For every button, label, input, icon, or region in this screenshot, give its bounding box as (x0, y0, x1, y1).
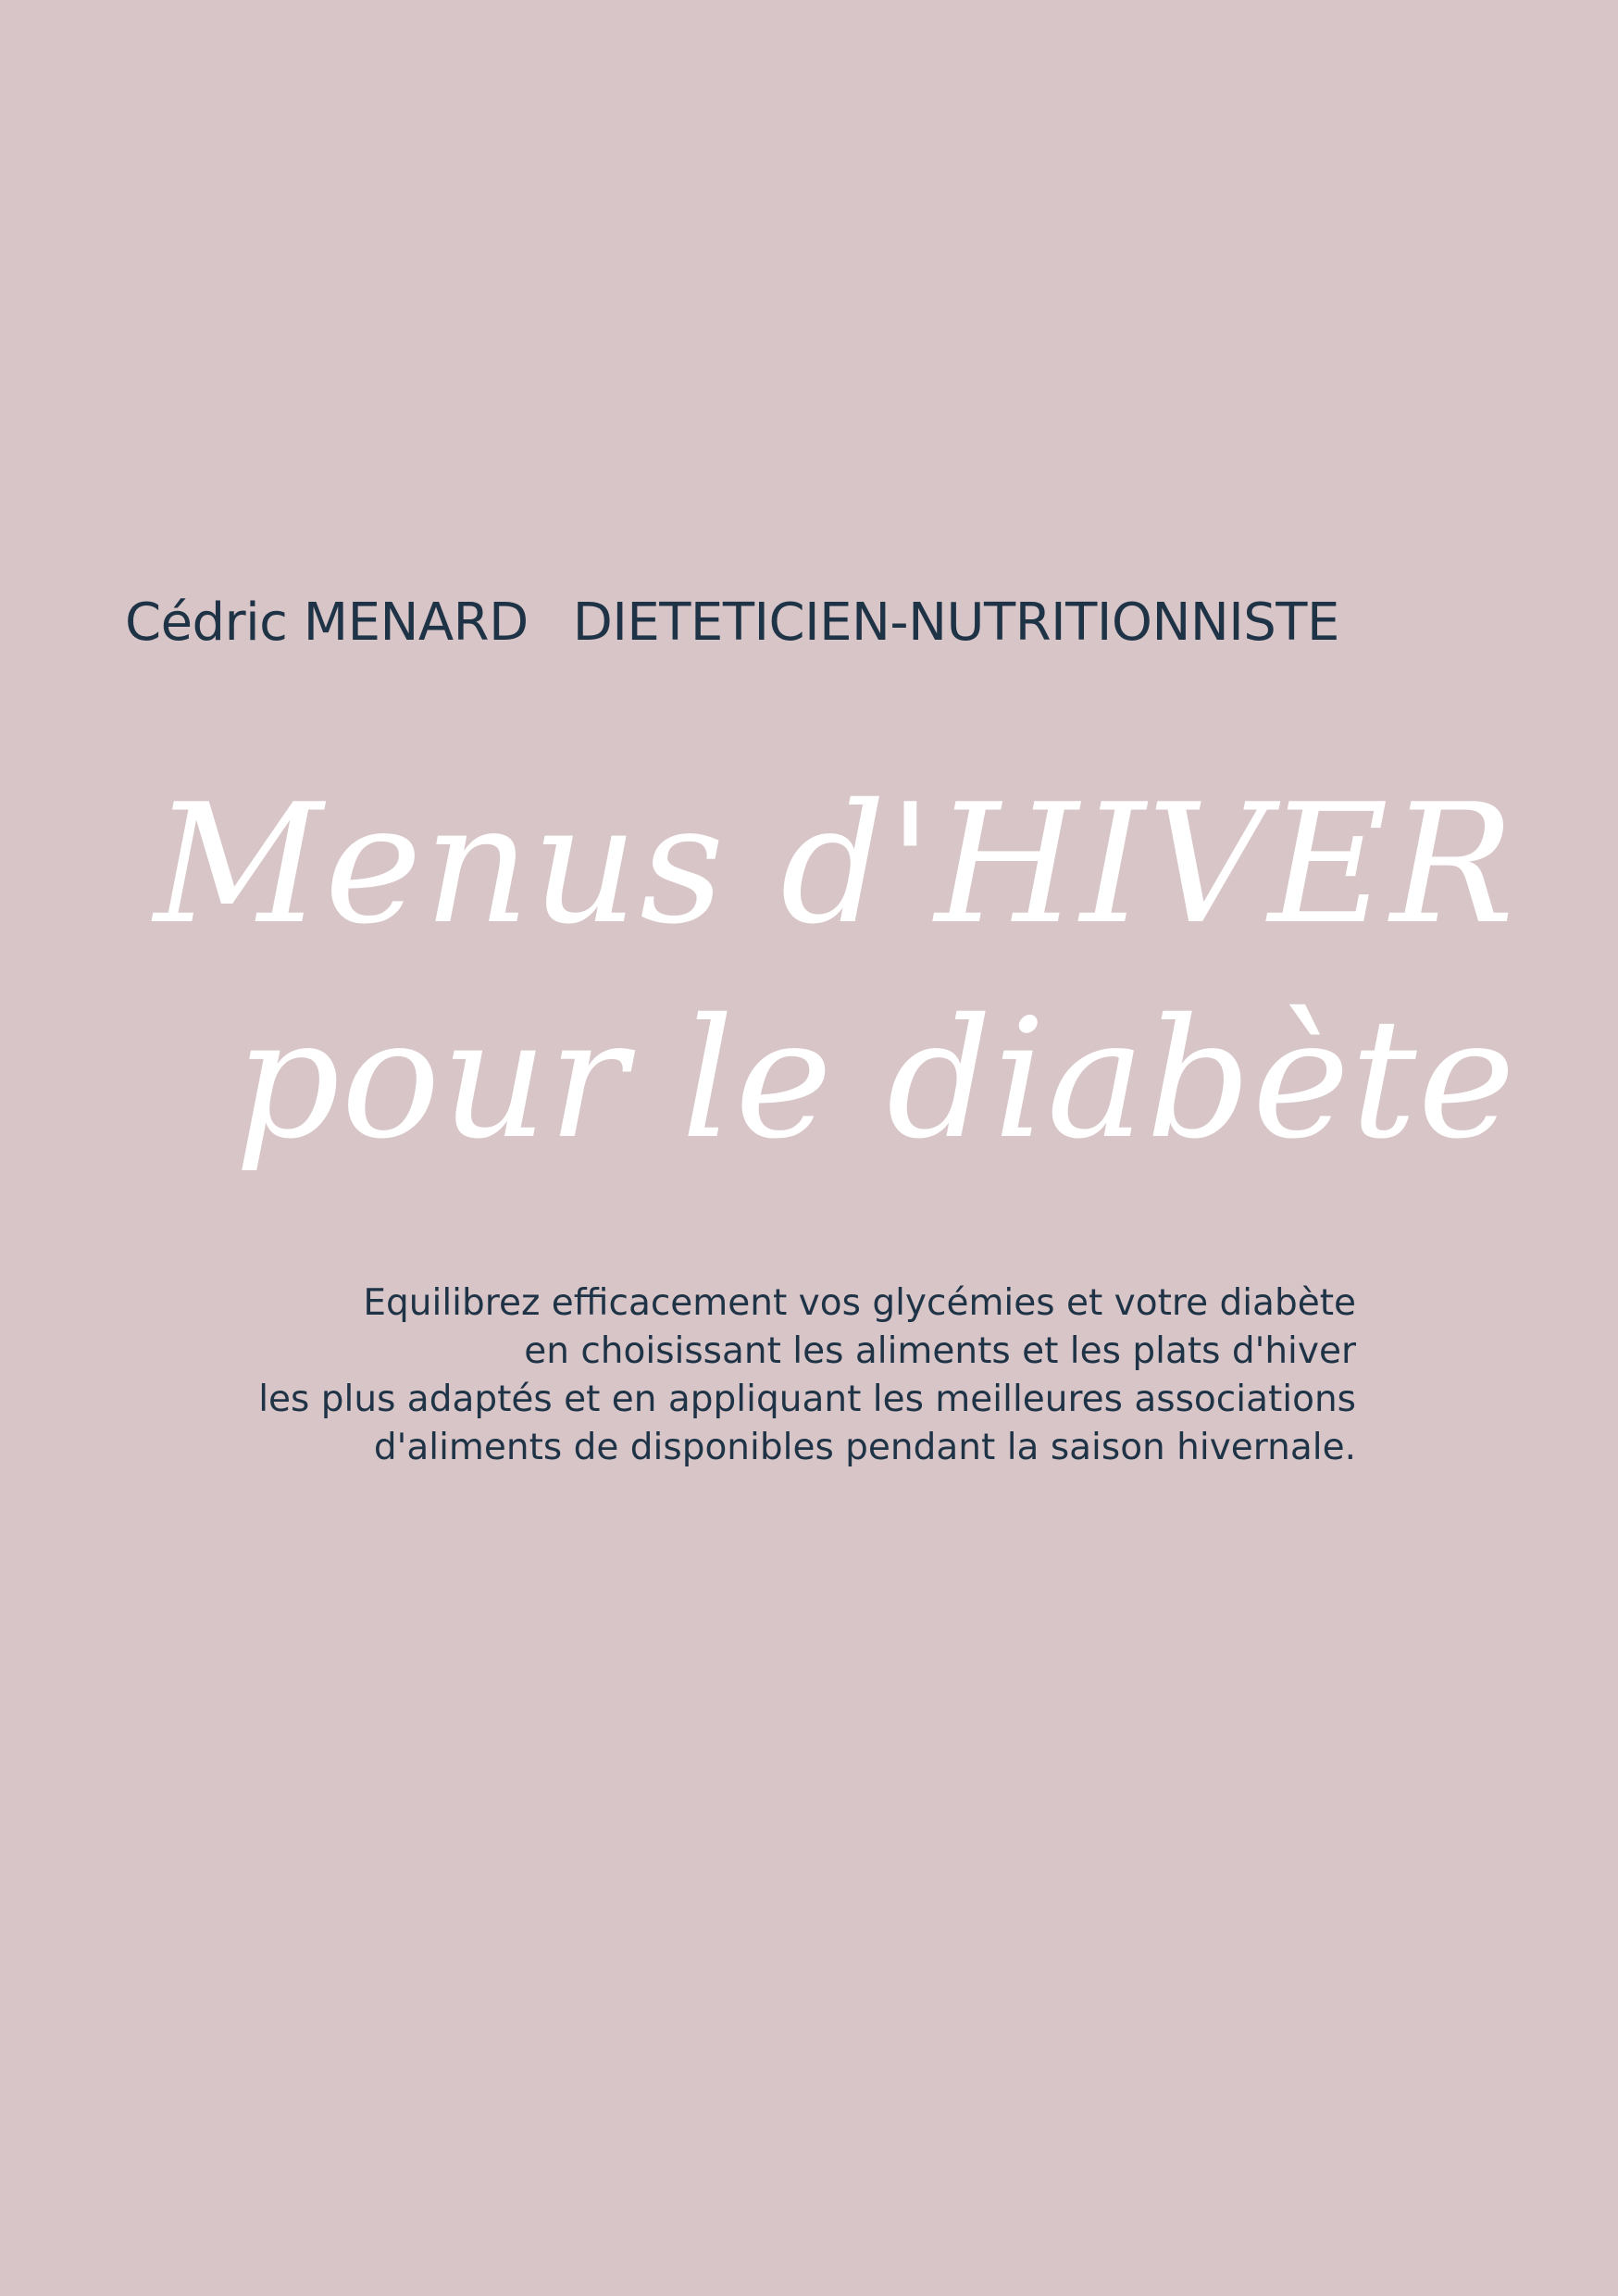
title-line-1: Menus d'HIVER (154, 768, 1516, 960)
author-name: Cédric MENARD (125, 593, 529, 653)
subtitle (245, 1279, 1356, 1472)
subtitle-line-1: Equilibrez efficacement vos glycémies et votre diabète (363, 1282, 1356, 1324)
title-line-2: pour le diabète (234, 983, 1516, 1175)
subtitle-line-4: d'aliments de disponibles pendant la saison hivernale. (373, 1427, 1356, 1468)
author-line (125, 593, 1339, 653)
subtitle-line-3: les plus adaptés et en appliquant les meilleures associations (258, 1379, 1356, 1420)
book-title (154, 768, 1516, 1175)
author-profession: DIETETICIEN-NUTRITIONNISTE (572, 593, 1339, 653)
subtitle-line-2: en choisissant les aliments et les plats d'hiver (524, 1330, 1356, 1372)
